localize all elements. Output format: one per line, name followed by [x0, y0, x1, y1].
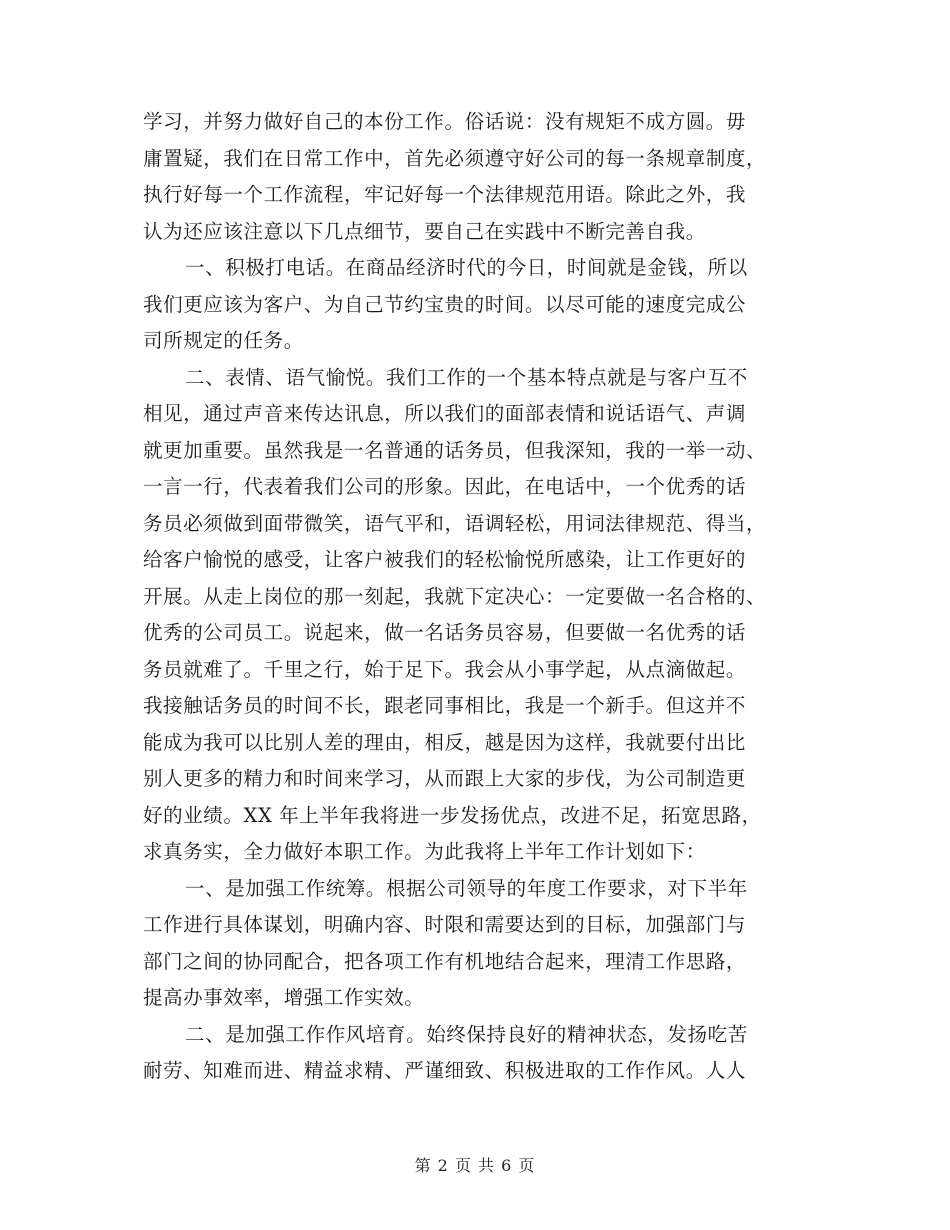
paragraph-first-line: 二、是加强工作作风培育。始终保持良好的精神状态，发扬吃苦: [185, 1022, 748, 1046]
text-line: 能成为我可以比别人差的理由，相反，越是因为这样，我就要付出比: [143, 730, 747, 754]
paragraph-first-line: 一、是加强工作统筹。根据公司领导的年度工作要求，对下半年: [185, 876, 748, 900]
paragraph-first-line: 一、积极打电话。在商品经济时代的今日，时间就是金钱，所以: [185, 256, 748, 279]
text-line: 开展。从走上岗位的那一刻起，我就下定决心：一定要做一名合格的、: [143, 584, 767, 608]
text-line: 求真务实，全力做好本职工作。为此我将上半年工作计划如下：: [143, 840, 706, 863]
text-line: 优秀的公司员工。说起来，做一名话务员容易，但要做一名优秀的话: [143, 621, 747, 644]
text-line: 别人更多的精力和时间来学习，从而跟上大家的步伐，为公司制造更: [143, 767, 747, 790]
page-number-footer: 第 2 页 共 6 页: [414, 1156, 536, 1175]
text-line: 务员必须做到面带微笑，语气平和，语调轻松，用词法律规范、得当，: [143, 511, 767, 535]
text-line: 我们更应该为客户、为自己节约宝贵的时间。以尽可能的速度完成公: [143, 292, 747, 316]
text-line: 部门之间的协同配合，把各项工作有机地结合起来，理清工作思路，: [143, 949, 747, 973]
text-line: 提高办事效率，增强工作实效。: [143, 986, 425, 1009]
text-line: 相见，通过声音来传达讯息，所以我们的面部表情和说话语气、声调: [143, 402, 747, 425]
text-line: 司所规定的任务。: [143, 329, 304, 352]
text-line: 认为还应该注意以下几点细节，要自己在实践中不断完善自我。: [143, 219, 706, 243]
text-line: 给客户愉悦的感受，让客户被我们的轻松愉悦所感染，让工作更好的: [143, 548, 747, 571]
text-line: 就更加重要。虽然我是一名普通的话务员，但我深知，我的一举一动、: [143, 438, 767, 462]
text-line: 执行好每一个工作流程，牢记好每一个法律规范用语。除此之外，我: [143, 183, 747, 206]
text-line: 工作进行具体谋划，明确内容、时限和需要达到的目标，加强部门与: [143, 913, 747, 936]
text-line: 一言一行，代表着我们公司的形象。因此，在电话中，一个优秀的话: [143, 475, 747, 498]
text-line: 庸置疑，我们在日常工作中，首先必须遵守好公司的每一条规章制度，: [143, 146, 767, 170]
body-text: [143, 104, 803, 1090]
text-line: 我接触话务员的时间不长，跟老同事相比，我是一个新手。但这并不: [143, 694, 747, 717]
paragraph-first-line: 二、表情、语气愉悦。我们工作的一个基本特点就是与客户互不: [185, 365, 748, 389]
text-line: 好的业绩。XX 年上半年我将进一步发扬优点，改进不足，拓宽思路，: [143, 803, 762, 827]
text-line: 学习，并努力做好自己的本份工作。俗话说：没有规矩不成方圆。毋: [143, 110, 747, 133]
text-line: 耐劳、知难而进、精益求精、严谨细致、积极进取的工作作风。人人: [143, 1059, 747, 1082]
text-line: 务员就难了。千里之行，始于足下。我会从小事学起，从点滴做起。: [143, 657, 747, 681]
